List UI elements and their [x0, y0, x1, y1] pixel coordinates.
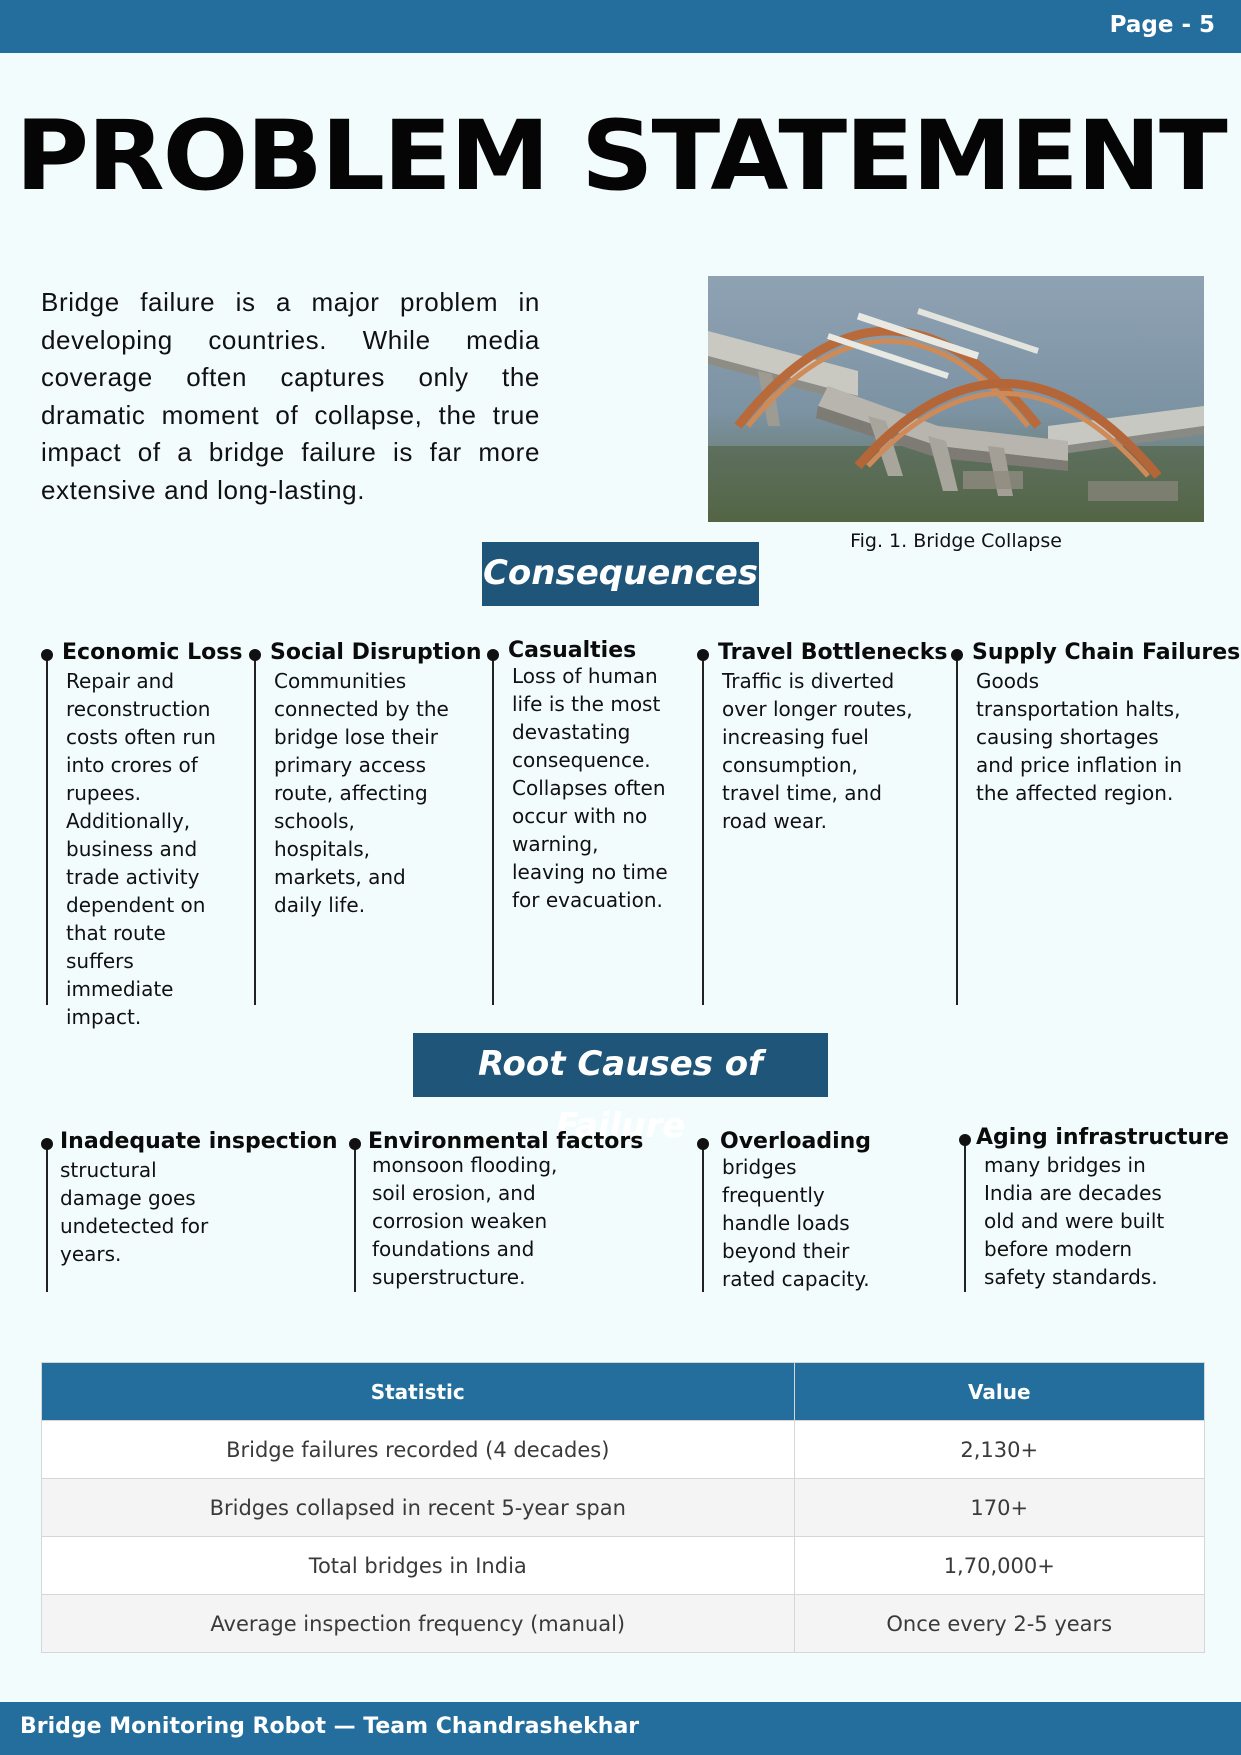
table-cell: Bridge failures recorded (4 decades) — [42, 1421, 795, 1479]
cause-title: Inadequate inspection — [60, 1129, 338, 1154]
table-cell: Total bridges in India — [42, 1537, 795, 1595]
cause-overloading — [702, 1129, 872, 1292]
table-header-row — [42, 1363, 1205, 1421]
table-cell: Once every 2-5 years — [794, 1595, 1205, 1653]
bullet-dot — [697, 649, 709, 661]
bullet-dot — [349, 1138, 361, 1150]
cause-aging-infrastructure — [964, 1125, 1229, 1292]
consequence-title: Supply Chain Failures — [972, 640, 1241, 665]
consequence-title: Economic Loss — [62, 640, 243, 665]
footer-bar — [0, 1702, 1241, 1755]
statistics-table — [41, 1362, 1205, 1653]
consequence-text: Communities connected by the bridge lose their primary access route, affecting schools, hospitals, markets, and daily life. — [274, 669, 449, 917]
root-causes-heading: Root Causes of Failure — [413, 1033, 828, 1097]
consequence-title: Travel Bottlenecks — [718, 640, 948, 665]
consequence-text: Goods transportation halts, causing shortages and price inflation in the affected region. — [976, 669, 1183, 805]
cause-title: Environmental factors — [368, 1129, 644, 1154]
cause-text: monsoon flooding, soil erosion, and corrosion weaken foundations and superstructure. — [372, 1153, 558, 1289]
consequence-social-disruption — [254, 640, 482, 1005]
bullet-dot — [249, 649, 261, 661]
consequence-title: Social Disruption — [270, 640, 482, 665]
intro-paragraph: Bridge failure is a major problem in developing countries. While media coverage often captures only the dramatic moment of collapse, the true impact of a bridge failure is far more extensive and long-lasting. — [41, 287, 540, 505]
bullet-dot — [951, 649, 963, 661]
bridge-collapse-photo — [708, 276, 1204, 522]
table-cell: Bridges collapsed in recent 5-year span — [42, 1479, 795, 1537]
consequences-heading: Consequences — [482, 542, 759, 606]
cause-inadequate-inspection — [46, 1129, 338, 1292]
consequence-casualties — [492, 638, 668, 1005]
page-title: PROBLEM STATEMENT — [15, 100, 1226, 212]
table-row — [42, 1421, 1205, 1479]
cause-title: Aging infrastructure — [976, 1125, 1229, 1150]
bullet-dot — [41, 649, 53, 661]
consequence-title: Casualties — [508, 638, 637, 663]
table-row — [42, 1479, 1205, 1537]
table-row — [42, 1537, 1205, 1595]
table-cell: 170+ — [794, 1479, 1205, 1537]
cause-text: bridges frequently handle loads beyond their rated capacity. — [722, 1155, 870, 1291]
footer-text: Bridge Monitoring Robot — Team Chandrashekhar — [20, 1714, 640, 1739]
column-header-value: Value — [794, 1363, 1205, 1421]
bullet-dot — [959, 1134, 971, 1146]
cause-environmental-factors — [354, 1129, 644, 1292]
page-number: Page - 5 — [1109, 12, 1215, 38]
consequence-travel-bottlenecks — [702, 640, 948, 1005]
consequence-text: Traffic is diverted over longer routes, increasing fuel consumption, travel time, and road wear. — [722, 669, 913, 833]
consequence-supply-chain-failures — [956, 640, 1241, 1005]
bullet-dot — [487, 649, 499, 661]
table-cell: 2,130+ — [794, 1421, 1205, 1479]
cause-text: many bridges in India are decades old and were built before modern safety standards. — [984, 1153, 1165, 1289]
bullet-dot — [697, 1138, 709, 1150]
column-header-statistic: Statistic — [42, 1363, 795, 1421]
consequence-economic-loss — [46, 640, 243, 1029]
table-cell: 1,70,000+ — [794, 1537, 1205, 1595]
bullet-dot — [41, 1138, 53, 1150]
figure-caption: Fig. 1. Bridge Collapse — [850, 530, 1062, 552]
header-bar — [0, 0, 1241, 53]
table-cell: Average inspection frequency (manual) — [42, 1595, 795, 1653]
cause-title: Overloading — [720, 1129, 872, 1154]
consequence-text: Loss of human life is the most devastating consequence. Collapses often occur with no warning, leaving no time for evacuation. — [512, 664, 668, 912]
table-row — [42, 1595, 1205, 1653]
cause-text: structural damage goes undetected for years. — [60, 1158, 209, 1266]
consequence-text: Repair and reconstruction costs often run into crores of rupees. Additionally, business and trade activity dependent on that route suffers immediate impact. — [66, 669, 216, 1029]
